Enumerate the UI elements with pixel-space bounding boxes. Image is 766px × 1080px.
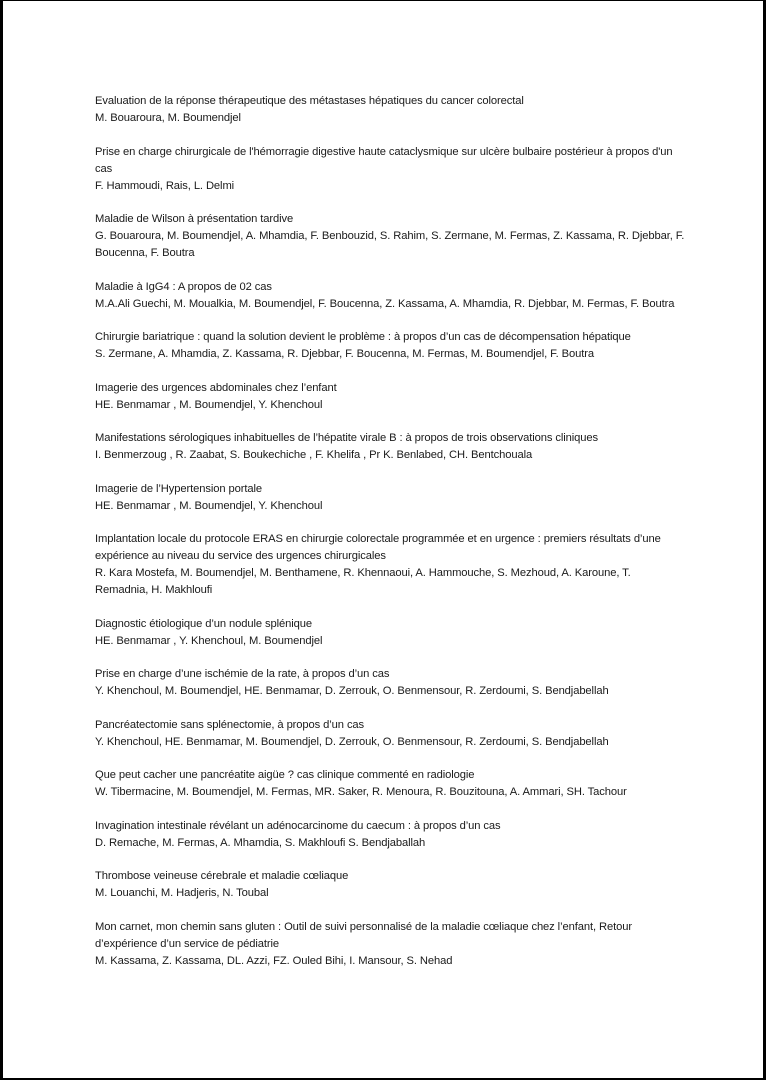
- entry-title: Imagerie de l’Hypertension portale: [95, 482, 262, 495]
- list-item: [95, 211, 685, 262]
- entry-authors: HE. Benmamar , Y. Khenchoul, M. Boumendjel: [95, 634, 323, 647]
- entry-title: Pancréatectomie sans splénectomie, à propos d’un cas: [95, 718, 365, 731]
- list-item: [95, 93, 685, 127]
- entry-authors: Y. Khenchoul, HE. Benmamar, M. Boumendjel, D. Zerrouk, O. Benmensour, R. Zerdoumi, S. Bendjabellah: [95, 735, 609, 748]
- entry-authors: Y. Khenchoul, M. Boumendjel, HE. Benmamar, D. Zerrouk, O. Benmensour, R. Zerdoumi, S. Bendjabellah: [95, 685, 609, 697]
- list-item: [95, 144, 685, 195]
- entry-authors: R. Kara Mostefa, M. Boumendjel, M. Benthamene, R. Khennaoui, A. Hammouche, S. Mezhoud, A. Karoune, T. Remadnia, H. Makhloufi: [95, 567, 631, 596]
- list-item: [95, 767, 685, 801]
- list-item: [95, 329, 685, 363]
- list-item: [95, 818, 685, 852]
- list-item: [95, 481, 685, 515]
- entry-authors: D. Remache, M. Fermas, A. Mhamdia, S. Makhloufi S. Bendjaballah: [95, 836, 426, 849]
- entry-title: Thrombose veineuse cérebrale et maladie cœliaque: [95, 870, 349, 882]
- entry-title: Prise en charge d’une ischémie de la rate, à propos d’un cas: [95, 668, 390, 680]
- entry-authors: M. Kassama, Z. Kassama, DL. Azzi, FZ. Ouled Bihi, I. Mansour, S. Nehad: [95, 954, 453, 967]
- entry-title: Invagination intestinale révélant un adénocarcinome du caecum : à propos d’un cas: [95, 819, 501, 832]
- entry-title: Mon carnet, mon chemin sans gluten : Outil de suivi personnalisé de la maladie cœliaque chez l’enfant, Retour d’expérience d’un service de pédiatrie: [95, 920, 632, 950]
- entry-authors: F. Hammoudi, Rais, L. Delmi: [95, 179, 235, 192]
- list-item: [95, 868, 685, 902]
- entry-title: Implantation locale du protocole ERAS en chirurgie colorectale programmée et en urgence : premiers résultats d’une expérience au niveau du service des urgences chirurgicales: [95, 533, 661, 562]
- list-item: [95, 666, 685, 700]
- entry-title: Que peut cacher une pancréatite aigüe ? cas clinique commenté en radiologie: [95, 769, 475, 781]
- entry-authors: HE. Benmamar , M. Boumendjel, Y. Khenchoul: [95, 398, 323, 411]
- entry-title: Chirurgie bariatrique : quand la solution devient le problème : à propos d’un cas de décompensation hépatique: [95, 331, 631, 343]
- entry-authors: M.A.Ali Guechi, M. Moualkia, M. Boumendjel, F. Boucenna, Z. Kassama, A. Mhamdia, R. Djebbar, M. Fermas, F. Boutra: [95, 297, 675, 310]
- entry-title: Prise en charge chirurgicale de l'hémorragie digestive haute cataclysmique sur ulcère bulbaire postérieur à propos d'un cas: [95, 145, 673, 175]
- entry-authors: S. Zermane, A. Mhamdia, Z. Kassama, R. Djebbar, F. Boucenna, M. Fermas, M. Boumendjel, F. Boutra: [95, 348, 595, 360]
- entry-authors: M. Bouaroura, M. Boumendjel: [95, 112, 241, 124]
- list-item: [95, 279, 685, 313]
- entry-authors: I. Benmerzoug , R. Zaabat, S. Boukechiche , F. Khelifa , Pr K. Benlabed, CH. Bentchouala: [95, 449, 533, 461]
- list-item: [95, 616, 685, 650]
- list-item: [95, 717, 685, 751]
- entry-title: Imagerie des urgences abdominales chez l’enfant: [95, 381, 337, 394]
- list-item: [95, 430, 685, 464]
- entry-title: Maladie de Wilson à présentation tardive: [95, 213, 294, 225]
- entry-authors: G. Bouaroura, M. Boumendjel, A. Mhamdia, F. Benbouzid, S. Rahim, S. Zermane, M. Fermas, Z. Kassama, R. Djebbar, F. Boucenna, F. Boutra: [95, 230, 685, 259]
- entry-title: Maladie à IgG4 : A propos de 02 cas: [95, 280, 272, 293]
- abstract-list: [95, 93, 685, 986]
- entry-title: Diagnostic étiologique d’un nodule splénique: [95, 617, 313, 630]
- entry-authors: M. Louanchi, M. Hadjeris, N. Toubal: [95, 887, 269, 899]
- entry-title: Evaluation de la réponse thérapeutique des métastases hépatiques du cancer colorectal: [95, 95, 524, 107]
- entry-title: Manifestations sérologiques inhabituelles de l’hépatite virale B : à propos de trois observations cliniques: [95, 432, 598, 444]
- entry-authors: W. Tibermacine, M. Boumendjel, M. Fermas, MR. Saker, R. Menoura, R. Bouzitouna, A. Ammari, SH. Tachour: [95, 786, 627, 798]
- entry-authors: HE. Benmamar , M. Boumendjel, Y. Khenchoul: [95, 499, 323, 512]
- list-item: [95, 531, 685, 599]
- list-item: [95, 919, 685, 970]
- list-item: [95, 380, 685, 414]
